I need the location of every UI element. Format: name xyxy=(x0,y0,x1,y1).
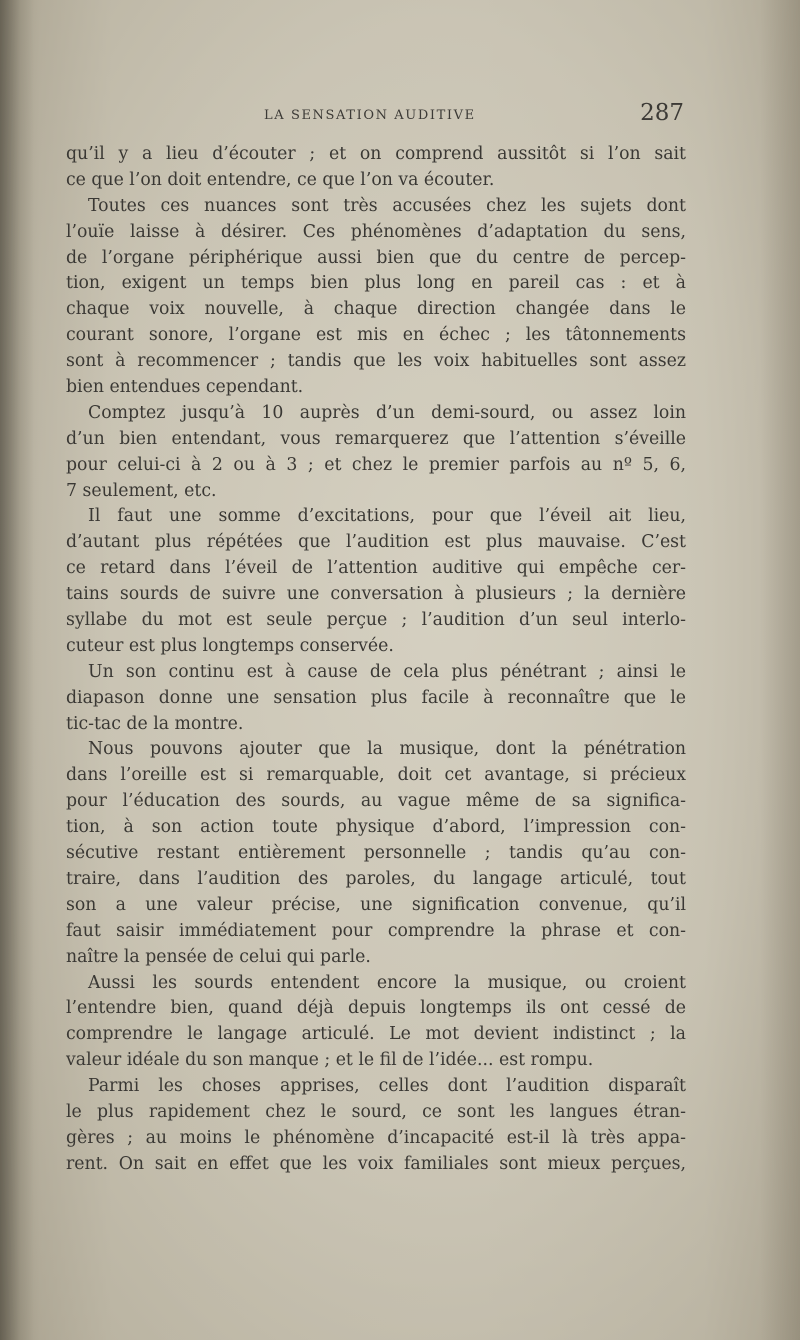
text-line: l’entendre bien, quand déjà depuis longtemps ils ont cessé de xyxy=(66,998,686,1019)
page-binding-shadow xyxy=(0,0,34,1340)
text-line: qu’il y a lieu d’écouter ; et on comprend aussitôt si l’on sait xyxy=(66,144,686,164)
text-line: sont à recommencer ; tandis que les voix habituelles sont assez xyxy=(66,351,686,372)
text-line: gères ; au moins le phénomène d’incapacité est-il là très appa- xyxy=(66,1127,686,1148)
paragraph-first-line: Il faut une somme d’excitations, pour que l’éveil ait lieu, xyxy=(88,506,686,527)
page-number: 287 xyxy=(640,100,684,126)
text-line: d’un bien entendant, vous remarquerez que l’attention s’éveille xyxy=(66,428,686,449)
text-line: pour celui-ci à 2 ou à 3 ; et chez le premier parfois au nº 5, 6, xyxy=(66,454,686,475)
paragraph-first-line: Un son continu est à cause de cela plus pénétrant ; ainsi le xyxy=(88,661,686,682)
text-line: cuteur est plus longtemps conservée. xyxy=(66,635,394,656)
text-line: tion, à son action toute physique d’abord, l’impression con- xyxy=(66,817,686,838)
text-line: tic-tac de la montre. xyxy=(66,713,244,734)
paragraph-first-line: Toutes ces nuances sont très accusées chez les sujets dont xyxy=(88,195,686,216)
paragraph-first-line: Parmi les choses apprises, celles dont l’audition disparaît xyxy=(88,1076,686,1097)
paragraph-first-line: Comptez jusqu’à 10 auprès d’un demi-sourd, ou assez loin xyxy=(88,402,686,423)
text-line: valeur idéale du son manque ; et le fil de l’idée... est rompu. xyxy=(66,1050,594,1071)
text-line: son a une valeur précise, une signification convenue, qu’il xyxy=(66,894,686,915)
text-line: d’autant plus répétées que l’audition est plus mauvaise. C’est xyxy=(66,532,686,553)
text-line: courant sonore, l’organe est mis en échec ; les tâtonnements xyxy=(66,325,686,346)
text-line: pour l’éducation des sourds, au vague même de sa significa- xyxy=(66,791,686,812)
text-line: tains sourds de suivre une conversation à plusieurs ; la dernière xyxy=(66,584,686,605)
text-line: tion, exigent un temps bien plus long en pareil cas : et à xyxy=(66,273,686,294)
text-line: ce que l’on doit entendre, ce que l’on va écouter. xyxy=(66,169,495,190)
running-title: LA SENSATION AUDITIVE xyxy=(264,108,476,123)
text-line: diapason donne une sensation plus facile à reconnaître que le xyxy=(66,687,686,708)
text-line: faut saisir immédiatement pour comprendre la phrase et con- xyxy=(66,920,686,941)
page-edge-shadow xyxy=(760,0,800,1340)
paragraph-first-line: Aussi les sourds entendent encore la musique, ou croient xyxy=(88,972,686,993)
paragraph-first-line: Nous pouvons ajouter que la musique, dont la pénétration xyxy=(88,739,686,760)
text-line: chaque voix nouvelle, à chaque direction changée dans le xyxy=(66,299,686,320)
text-line: syllabe du mot est seule perçue ; l’audition d’un seul interlo- xyxy=(66,610,686,631)
text-line: comprendre le langage articulé. Le mot devient indistinct ; la xyxy=(66,1024,686,1045)
text-line: rent. On sait en effet que les voix familiales sont mieux perçues, xyxy=(66,1153,686,1174)
text-line: ce retard dans l’éveil de l’attention auditive qui empêche cer- xyxy=(66,558,686,579)
text-line: dans l’oreille est si remarquable, doit cet avantage, si précieux xyxy=(66,765,686,786)
text-line: de l’organe périphérique aussi bien que du centre de percep- xyxy=(66,247,686,268)
page-header xyxy=(64,100,684,136)
text-line: l’ouïe laisse à désirer. Ces phénomènes d’adaptation du sens, xyxy=(66,221,686,242)
text-line: le plus rapidement chez le sourd, ce sont les langues étran- xyxy=(66,1101,686,1122)
text-line: bien entendues cependant. xyxy=(66,377,304,398)
body-text xyxy=(66,142,686,1178)
text-line: sécutive restant entièrement personnelle ; tandis qu’au con- xyxy=(66,843,686,864)
text-line: traire, dans l’audition des paroles, du langage articulé, tout xyxy=(66,868,686,889)
text-line: naître la pensée de celui qui parle. xyxy=(66,946,371,967)
text-line: 7 seulement, etc. xyxy=(66,480,217,501)
